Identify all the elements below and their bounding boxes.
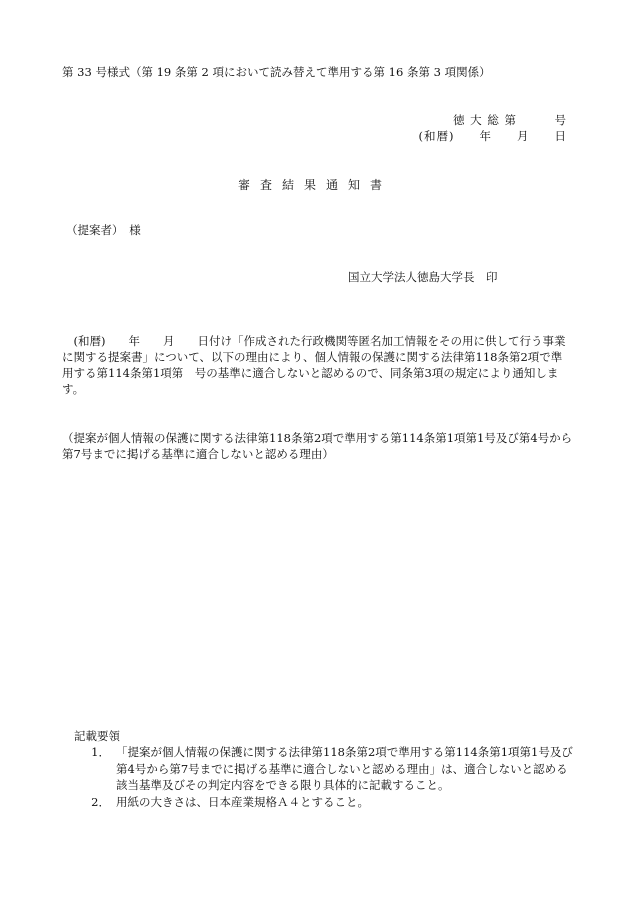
instruction-number: 1．: [91, 745, 110, 759]
instruction-text: 用紙の大きさは、日本産業規格Ａ４とすること。: [116, 794, 369, 809]
form-number-label: 第 33 号様式（第 19 条第 2 項において読み替えて準用する第 16 条第 3 項関係）: [62, 65, 491, 79]
instruction-text: 「提案が個人情報の保護に関する法律第118条第2項で準用する第114条第1項第1号及び第4号から第7号までに掲げる基準に適合しないと認める理由」は、適合しないと認める該当基準及びその判定内容をできる限り具体的に記載すること。: [116, 745, 573, 792]
instruction-item: [74, 794, 574, 811]
document-title: 審査結果通知書: [237, 178, 392, 192]
instruction-item: [74, 744, 574, 794]
writing-instructions: [74, 728, 574, 810]
document-number: 徳 大 総 第 号: [453, 113, 567, 127]
instruction-number: 2．: [91, 794, 110, 809]
recipient: （提案者） 様: [66, 223, 141, 237]
notice-body: (和暦) 年 月 日付け「作成された行政機関等匿名加工情報をその用に供して行う事業に関する提案書」について、以下の理由により、個人情報の保護に関する法律第118条第2項で準用する第114条第1項第 号の基準に適合しないと認めるので、同条第3項の規定により通知します。: [62, 334, 566, 396]
sender: 国立大学法人徳島大学長 印: [348, 270, 498, 284]
document-date: (和暦) 年 月 日: [418, 129, 567, 143]
instructions-title: 記載要領: [74, 729, 120, 743]
reason-heading: （提案が個人情報の保護に関する法律第118条第2項で準用する第114条第1項第1号及び第4号から第7号までに掲げる基準に適合しないと認める理由）: [62, 431, 573, 461]
